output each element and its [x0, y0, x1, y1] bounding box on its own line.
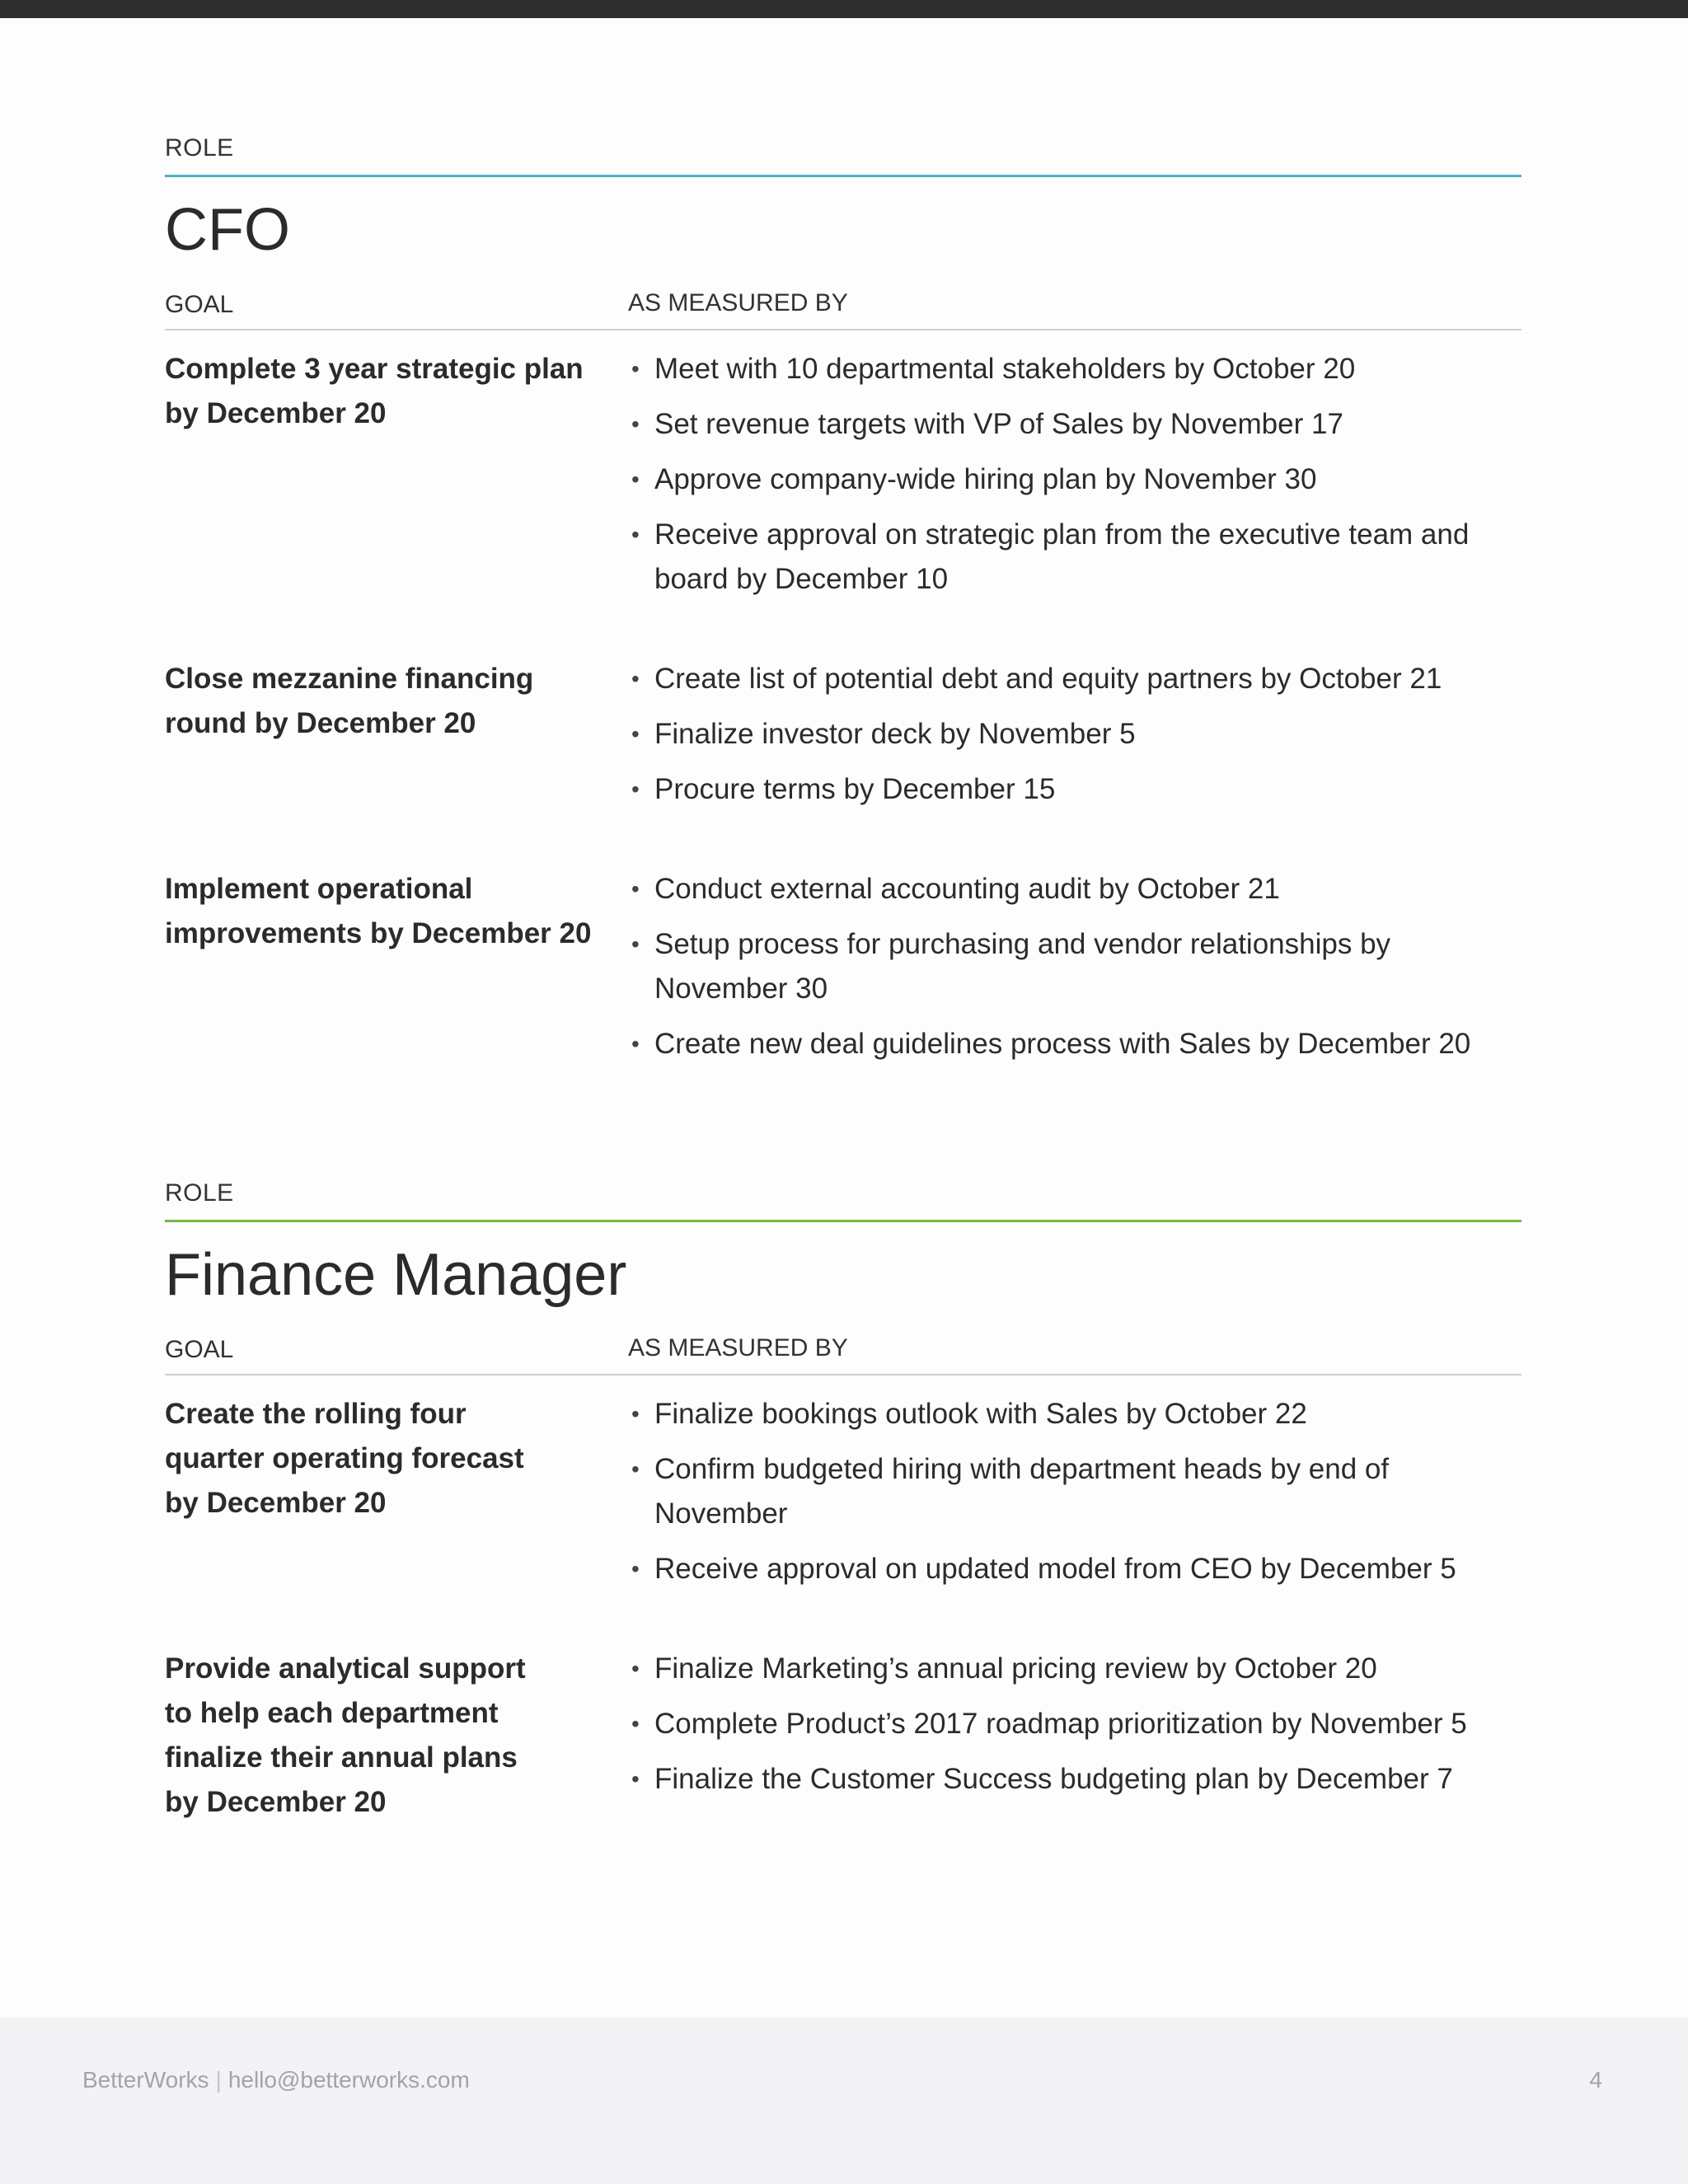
goal-text: Complete 3 year strategic plan by December 20: [165, 353, 584, 429]
role-section-cfo: [165, 132, 1522, 1077]
goal-text: Provide analytical support to help each department finalize their annual plans by December 20: [165, 1652, 526, 1818]
measure-item: • Set revenue targets with VP of Sales by November 17: [631, 402, 1522, 447]
measure-item: • Create list of potential debt and equity partners by October 21: [631, 657, 1522, 701]
measure-item: • Conduct external accounting audit by October 21: [631, 867, 1522, 912]
goal-row: [165, 1392, 1522, 1602]
role-section-finance-manager: [165, 1177, 1522, 1825]
heading-divider: [165, 1374, 1522, 1376]
measure-list: [631, 657, 1522, 823]
measure-item: • Meet with 10 departmental stakeholders by October 20: [631, 347, 1522, 391]
measure-item: • Confirm budgeted hiring with department heads by end of November: [631, 1447, 1522, 1536]
goal-text: Implement operational improvements by December 20: [165, 873, 592, 949]
top-bar: [0, 0, 1688, 18]
role-title: CFO: [165, 197, 290, 263]
measure-list: [631, 867, 1522, 1077]
measured-by-heading: AS MEASURED BY: [628, 289, 848, 316]
column-headings: [165, 283, 1522, 319]
footer-brand: BetterWorks: [82, 2067, 209, 2093]
measure-item: • Finalize bookings outlook with Sales by October 22: [631, 1392, 1522, 1436]
measure-item: • Receive approval on updated model from CEO by December 5: [631, 1547, 1522, 1591]
measure-item: • Finalize investor deck by November 5: [631, 712, 1522, 757]
measured-by-heading: AS MEASURED BY: [628, 1334, 848, 1361]
role-title: Finance Manager: [165, 1242, 627, 1308]
role-divider: [165, 1220, 1522, 1222]
measure-item: • Complete Product’s 2017 roadmap prioritization by November 5: [631, 1702, 1522, 1746]
measure-item: • Setup process for purchasing and vendor relationships by November 30: [631, 922, 1522, 1011]
page-footer: [0, 2018, 1688, 2184]
measure-list: [631, 347, 1522, 612]
column-headings: [165, 1328, 1522, 1364]
footer-email[interactable]: hello@betterworks.com: [227, 2067, 470, 2093]
page-number: 4: [1589, 2067, 1602, 2093]
role-label: ROLE: [165, 134, 234, 162]
goal-text: Create the rolling four quarter operating forecast by December 20: [165, 1398, 524, 1519]
goal-row: [165, 347, 1522, 612]
measure-item: • Create new deal guidelines process with Sales by December 20: [631, 1022, 1522, 1066]
measure-item: • Approve company-wide hiring plan by November 30: [631, 457, 1522, 502]
footer-contact: [82, 2067, 470, 2093]
goal-heading: GOAL: [165, 291, 234, 318]
heading-divider: [165, 329, 1522, 330]
measure-item: • Procure terms by December 15: [631, 767, 1522, 812]
role-label: ROLE: [165, 1179, 234, 1207]
goal-heading: GOAL: [165, 1336, 234, 1363]
measure-item: • Finalize the Customer Success budgeting plan by December 7: [631, 1757, 1522, 1802]
footer-separator: |: [215, 2067, 222, 2093]
measure-list: [631, 1647, 1522, 1825]
measure-list: [631, 1392, 1522, 1602]
goal-row: [165, 657, 1522, 823]
goal-row: [165, 867, 1522, 1077]
role-divider: [165, 175, 1522, 177]
goal-text: Close mezzanine financing round by December 20: [165, 663, 534, 739]
measure-item: • Finalize Marketing’s annual pricing review by October 20: [631, 1647, 1522, 1691]
measure-item: • Receive approval on strategic plan from the executive team and board by December 10: [631, 513, 1522, 602]
goal-row: [165, 1647, 1522, 1825]
